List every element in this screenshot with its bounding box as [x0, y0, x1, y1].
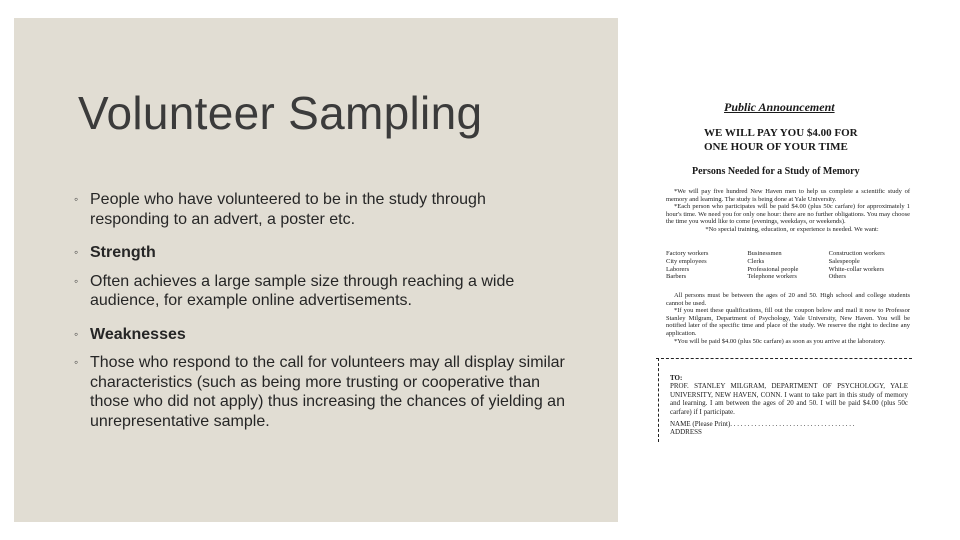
bullet-list — [74, 190, 566, 441]
jobs-cell: Salespeople — [828, 257, 860, 265]
jobs-cell: Clerks — [747, 257, 765, 265]
advert-paragraph: *No special training, education, or experience is needed. We want: — [705, 225, 879, 233]
jobs-cell: Construction workers — [828, 250, 885, 257]
bullet-heading-strength: Strength — [90, 244, 156, 261]
advert-jobs-table — [666, 250, 910, 281]
jobs-cell: Professional people — [747, 265, 799, 273]
bullet-marker: ◦ — [74, 355, 79, 369]
advert-headline — [704, 126, 894, 154]
newspaper-advert-image — [656, 96, 912, 442]
bullet-text: Those who respond to the call for volunteers may all display similar characteristics (such as being more trusting or cooperative than those who did not apply) thus increasing the chances of yielding an unrepresentative sample. — [90, 354, 565, 430]
jobs-cell: White-collar workers — [828, 265, 885, 273]
coupon-name-line: NAME (Please Print). . . . . . . . . . . . . . . . . . . . . . . . . . . . . . . . . . . . — [670, 420, 855, 429]
bullet-marker: ◦ — [74, 273, 79, 288]
advert-paragraph: *If you meet these qualifications, fill out the coupon below and mail it now to Professor Stanley Milgram, Department of Psychology, Yale University, New Haven. You will be notified later of the specific time and place of the study. We reserve the right to decline any application. — [666, 307, 910, 337]
advert-paragraph: *Each person who participates will be paid $4.00 (plus 50c carfare) for approximately 1 hour's time. We need you for only one hour: there are no further obligations. You may choose the time you would like to come (evenings, weekdays, or weekends). — [666, 203, 910, 226]
jobs-cell: Laborers — [666, 265, 690, 273]
bullet-item — [74, 243, 566, 263]
jobs-cell: Others — [828, 273, 846, 281]
advert-headline-line: ONE HOUR OF YOUR TIME — [704, 141, 848, 153]
advert-coupon — [670, 374, 908, 437]
jobs-row — [666, 258, 910, 266]
slide-title: Volunteer Sampling — [78, 87, 483, 139]
coupon-cut-line — [656, 358, 912, 359]
advert-paragraph: All persons must be between the ages of 20 and 50. High school and college students cannot be used. — [666, 292, 910, 307]
coupon-body: PROF. STANLEY MILGRAM, DEPARTMENT OF PSYCHOLOGY, YALE UNIVERSITY, NEW HAVEN, CONN. I want to take part in this study of memory and learning. I am between the ages of 20 and 50. I will be paid $4.00 (plus 50c carfare) if I participate. — [670, 382, 908, 416]
jobs-cell: Factory workers — [666, 250, 709, 257]
jobs-row — [666, 250, 910, 258]
bullet-item — [74, 353, 566, 431]
coupon-address-line: ADDRESS — [670, 428, 702, 437]
bullet-item — [74, 190, 566, 229]
bullet-item — [74, 272, 566, 311]
bullet-text: Often achieves a large sample size through reaching a wide audience, for example online advertisements. — [90, 272, 515, 309]
bullet-heading-weaknesses: Weaknesses — [90, 325, 186, 343]
advert-headline-line: WE WILL PAY YOU $4.00 FOR — [704, 127, 858, 139]
bullet-marker: ◦ — [74, 326, 79, 341]
jobs-row — [666, 273, 910, 281]
jobs-cell: Telephone workers — [747, 273, 797, 281]
jobs-row — [666, 266, 910, 274]
bullet-item — [74, 325, 566, 345]
bullet-marker: ◦ — [74, 245, 79, 259]
advert-body-continued — [666, 292, 910, 345]
coupon-to-label: TO: — [670, 374, 683, 382]
advert-paragraph: *You will be paid $4.00 (plus 50c carfare) as soon as you arrive at the laboratory. — [674, 337, 886, 345]
advert-subhead: Persons Needed for a Study of Memory — [692, 166, 860, 177]
bullet-text: People who have volunteered to be in the study through responding to an advert, a poster etc. — [90, 191, 486, 228]
jobs-cell: Barbers — [666, 273, 687, 281]
advert-heading: Public Announcement — [724, 100, 835, 114]
jobs-cell: Businessmen — [747, 250, 782, 257]
bullet-marker: ◦ — [74, 192, 79, 206]
coupon-cut-line-vertical — [658, 358, 659, 442]
jobs-cell: City employees — [666, 257, 707, 265]
advert-body — [666, 188, 910, 234]
advert-paragraph: *We will pay five hundred New Haven men to help us complete a scientific study of memory and learning. The study is being done at Yale University. — [666, 188, 910, 203]
